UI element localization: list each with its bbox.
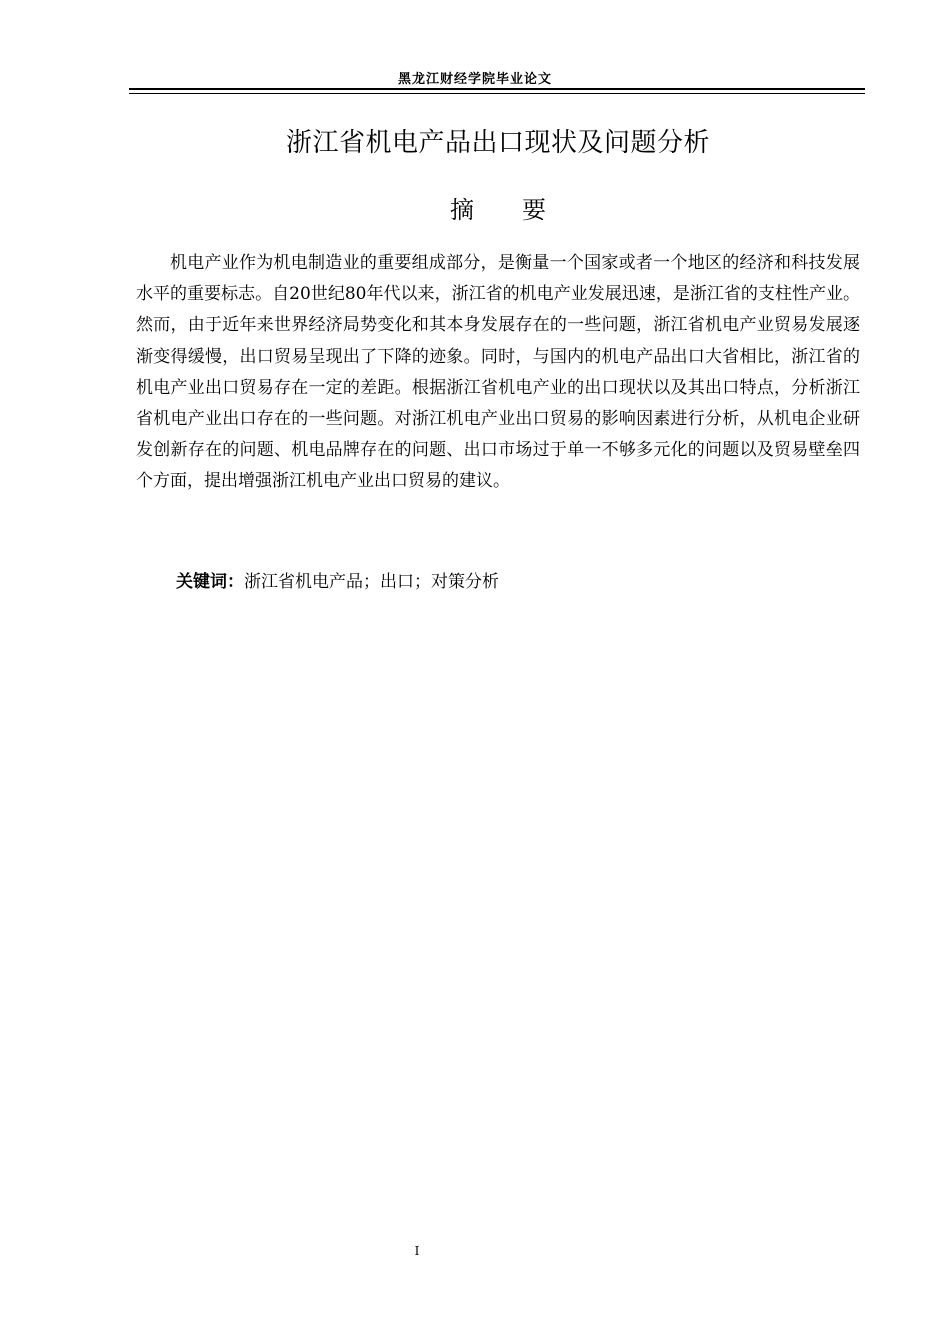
abstract-heading (0, 190, 950, 225)
abstract-body: 机电产业作为机电制造业的重要组成部分，是衡量一个国家或者一个地区的经济和科技发展水平的重要标志。自20世纪80年代以来，浙江省的机电产业发展迅速，是浙江省的支柱性产业。然而，由于近年来世界经济局势变化和其本身发展存在的一些问题，浙江省机电产业贸易发展逐渐变得缓慢，出口贸易呈现出了下降的迹象。同时，与国内的机电产品出口大省相比，浙江省的机电产业出口贸易存在一定的差距。根据浙江省机电产业的出口现状以及其出口特点，分析浙江省机电产业出口存在的一些问题。对浙江机电产业出口贸易的影响因素进行分析，从机电企业研发创新存在的问题、机电品牌存在的问题、出口市场过于单一不够多元化的问题以及贸易壁垒四个方面，提出增强浙江机电产业出口贸易的建议。 (136, 253, 860, 492)
abstract-heading-char-2: 要 (522, 196, 546, 224)
page-number: I (414, 1244, 420, 1258)
keywords-line (176, 567, 499, 592)
abstract-heading-char-1: 摘 (450, 196, 474, 224)
header-rule-thick (129, 88, 865, 90)
keywords-value: 浙江省机电产品；出口；对策分析 (244, 572, 499, 592)
keywords-label: 关键词： (176, 572, 244, 592)
paper-title: 浙江省机电产品出口现状及问题分析 (285, 128, 710, 158)
header-rule-thin (129, 93, 865, 94)
running-header: 黑龙江财经学院毕业论文 (397, 72, 552, 87)
